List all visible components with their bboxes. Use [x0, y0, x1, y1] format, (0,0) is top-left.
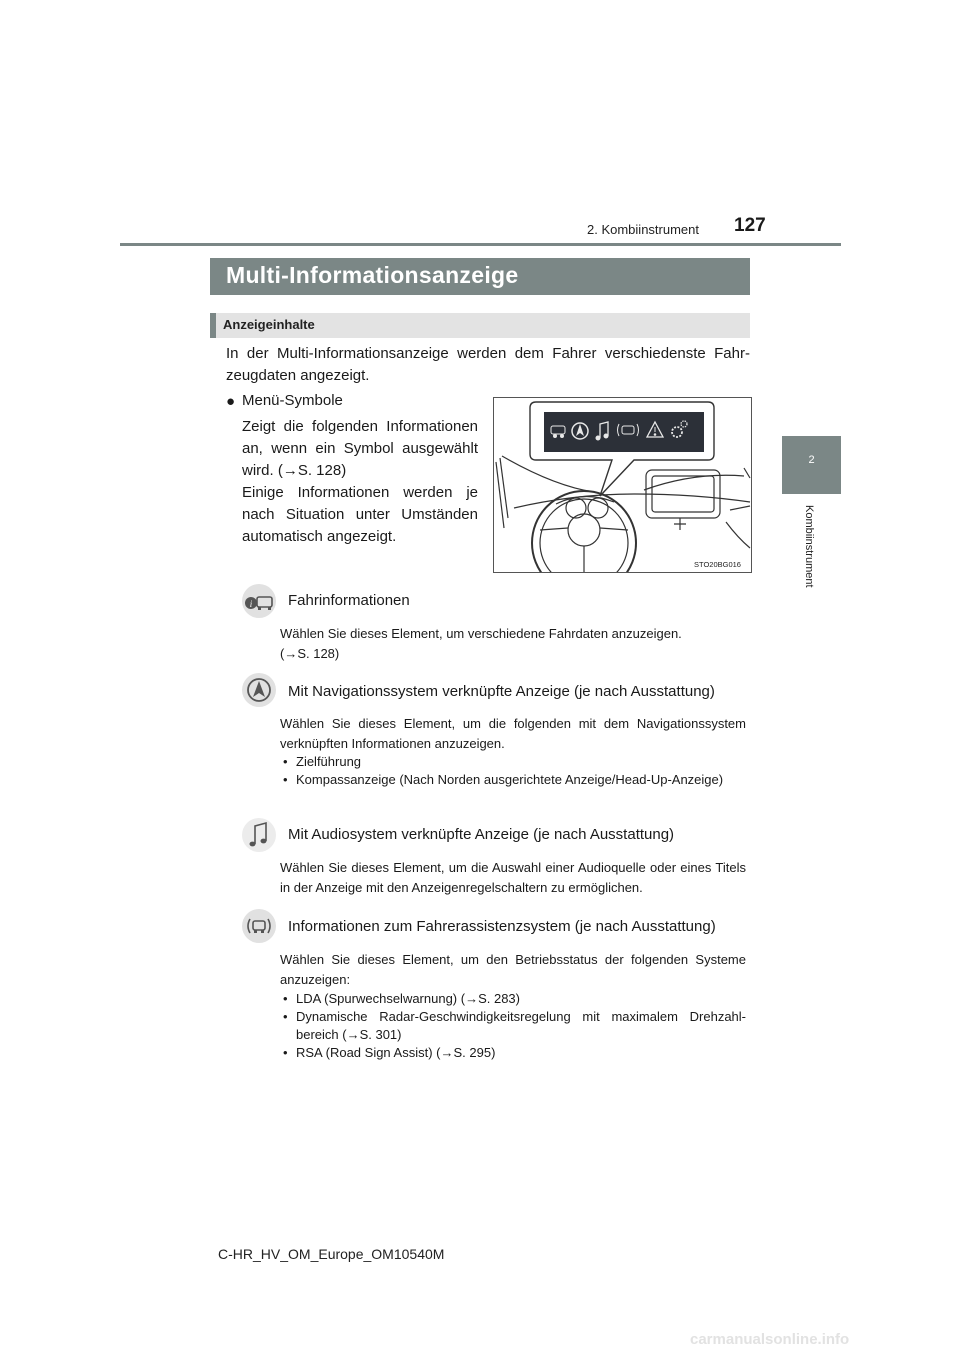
item-desc-fahrinformationen — [280, 624, 746, 664]
item-desc-reference: (→S. 128) — [280, 646, 340, 661]
intro-paragraph: In der Multi-Informationsanzeige werden dem Fahrer verschiedenste Fahr-zeugdaten angezeigt. — [226, 345, 750, 384]
dashboard-drawing — [494, 398, 751, 572]
menu-desc-line1: Zeigt die folgenden Informationen an, wenn ein Symbol ausgewählt wird. (→S. 128) — [242, 418, 478, 479]
list-item: • Dynamische Radar-Geschwindigkeitsregelung mit maximalem Drehzahl-bereich (→S. 301) — [280, 1008, 746, 1044]
menu-desc-line2: Einige Informationen werden je nach Situation unter Umständen automatisch angezeigt. — [242, 484, 478, 545]
menu-symbols-description — [242, 416, 478, 548]
list-item: • Zielführung — [280, 753, 746, 771]
chapter-side-tab-number: 2 — [808, 454, 815, 466]
navigation-icon — [242, 673, 276, 707]
item-desc-navigation: Wählen Sie dieses Element, um die folgenden mit dem Navigationssystem verknüpften Informationen anzuzeigen. — [280, 716, 746, 751]
header-rule — [120, 243, 841, 246]
subsection-accent — [210, 313, 216, 338]
driver-assist-icon — [242, 909, 276, 943]
item-title-fahrinformationen: Fahrinformationen — [288, 592, 410, 609]
driver-assist-list — [280, 990, 746, 1062]
figure-code: STO20BG016 — [694, 560, 741, 569]
item-desc-driver-assist: Wählen Sie dieses Element, um den Betriebsstatus der folgenden Systeme anzuzeigen: — [280, 952, 746, 987]
document-footer: C-HR_HV_OM_Europe_OM10540M — [218, 1246, 445, 1262]
navigation-list — [280, 753, 746, 789]
page-number: 127 — [734, 215, 766, 236]
music-note-icon — [242, 818, 276, 852]
subsection-title: Anzeigeinhalte — [223, 317, 315, 332]
chapter-side-label: Kombiinstrument — [803, 505, 815, 588]
menu-symbols-label: Menü-Symbole — [242, 392, 343, 409]
item-title-driver-assist: Informationen zum Fahrerassistenzsystem (je nach Ausstattung) — [288, 918, 716, 935]
item-title-navigation: Mit Navigationssystem verknüpfte Anzeige (je nach Ausstattung) — [288, 683, 715, 700]
list-item: • Kompassanzeige (Nach Norden ausgerichtete Anzeige/Head-Up-Anzeige) — [280, 771, 746, 789]
watermark: carmanualsonline.info — [690, 1331, 850, 1348]
svg-text:i: i — [249, 599, 253, 609]
item-desc-audio: Wählen Sie dieses Element, um die Auswahl einer Audioquelle oder eines Titels in der Anzeige mit den Anzeigenregelschaltern zu ermöglichen. — [280, 860, 746, 895]
item-desc-line: Wählen Sie dieses Element, um verschiedene Fahrdaten anzuzeigen. — [280, 626, 682, 641]
car-info-icon — [242, 584, 276, 618]
bullet-icon: ● — [226, 393, 236, 410]
list-item: • RSA (Road Sign Assist) (→S. 295) — [280, 1044, 746, 1062]
list-item: • LDA (Spurwechselwarnung) (→S. 283) — [280, 990, 746, 1008]
chapter-title: 2. Kombiinstrument — [587, 222, 699, 237]
dashboard-illustration — [493, 397, 752, 573]
item-title-audio: Mit Audiosystem verknüpfte Anzeige (je nach Ausstattung) — [288, 826, 675, 843]
section-title: Multi-Informationsanzeige — [226, 262, 519, 288]
